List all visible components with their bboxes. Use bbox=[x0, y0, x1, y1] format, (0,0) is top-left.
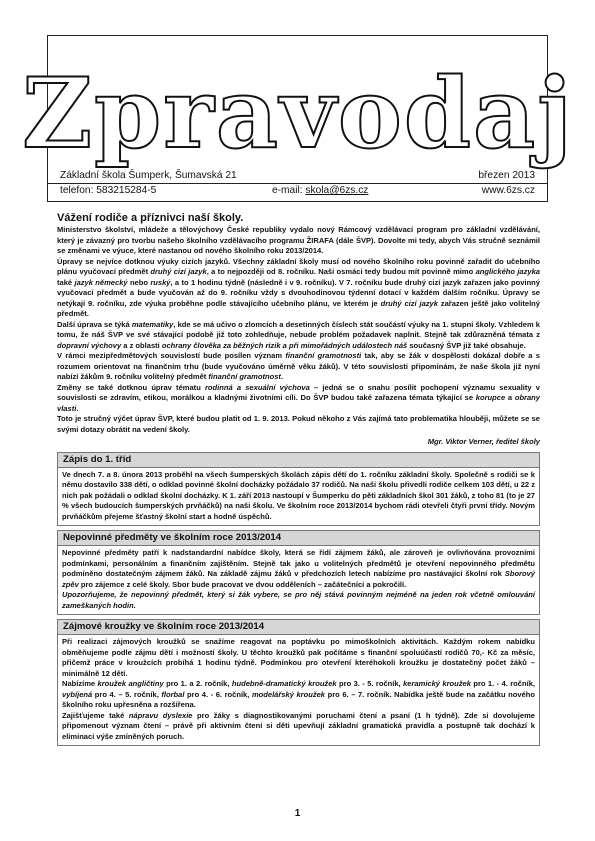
intro-paragraph-3: Další úprava se týká matematiky, kde se má učivo o zlomcích a desetinných číslech stát součástí výuky na 1. stupni školy. Vzhledem k tomu, že náš ŠVP ve své stávající podobě již toto zohledňuje, nebude problém požadavek naplnit. Stejně tak zdůrazněná témata z dopravní výchovy a z oblasti ochrany člověka za běžných rizik a při mimořádných událostech náš současný ŠVP již také obsahuje. bbox=[57, 319, 540, 350]
content bbox=[57, 212, 540, 746]
intro-heading: Vážení rodiče a příznivci naší školy. bbox=[57, 212, 244, 224]
section-optional-subjects bbox=[57, 530, 540, 615]
masthead-title-art bbox=[21, 57, 574, 170]
section-paragraph: Zajišťujeme také nápravu dyslexie pro žáky s diagnostikovanými poruchami čtení a psaní (1 h týdně). Zde si dovolujeme připomenout význam čtení – právě při aktivním čtení si děti upevňují základní gramatická pravidla a postupně tak dochází k eliminaci výše zmíněných poruch. bbox=[62, 710, 535, 741]
masthead-title bbox=[21, 54, 574, 174]
section-heading: Nepovinné předměty ve školním roce 2013/2014 bbox=[57, 530, 540, 546]
section-paragraph: Nepovinné předměty patří k nadstandardní nabídce školy, která se řídí zájmem žáků, ale zároveň je ovlivňována provozními podmínkami, personálním a finančním zajištěním. Stejně tak jako u volitelných předmětů je otevření nepovinného předmětu podmíněno dostatečným zájmem žáků. Na základě zájmu žáků v předchozích letech nabízíme pro nastávající školní rok Sborový zpěv pro zájemce z celé školy. Sbor bude pracovat ve dvou odděleních – začátečníci a pokročilí. bbox=[62, 548, 535, 589]
email-label: e-mail: bbox=[272, 185, 306, 196]
intro-paragraph-6: Toto je stručný výčet úprav ŠVP, které budou platit od 1. 9. 2013. Pokud někoho z Vás zajímá tato problematika hlouběji, můžete se se svými dotazy obrátit na vedení školy. bbox=[57, 414, 540, 434]
section-heading: Zájmové kroužky ve školním roce 2013/2014 bbox=[57, 619, 540, 635]
issue-date: březen 2013 bbox=[478, 170, 535, 181]
intro-paragraph-1: Ministerstvo školství, mládeže a tělovýchovy České republiky vydalo nový Rámcový vzdělávací program pro základní vzdělávání, který je závazný pro tvorbu našeho školního vzdělávacího programu ŽIRAFA (dále ŠVP). Dovolte mi tedy, abych Vás stručně seznámil se změnami ve výuce, které nastanou od nového školního roku 2013/2014. bbox=[57, 225, 540, 255]
page-number: 1 bbox=[294, 808, 301, 819]
masthead-divider bbox=[48, 183, 547, 184]
phone: telefon: 583215284-5 bbox=[60, 185, 157, 196]
masthead bbox=[21, 35, 574, 202]
section-paragraph: Ve dnech 7. a 8. února 2013 proběhl na všech šumperských školách zápis dětí do 1. ročníku základní školy. Společně s rodiči se k němu dostavilo 338 dětí, o odklad povinné školní docházky požádalo 37 rodičů. Na naši školu přivedli rodiče celkem 103 dětí, u 22 z nich pak požádali o odklad školní docházky. K 1. září 2013 nastoupí v Šumperku do pěti základních škol 301 žáků, z toho 81 (to je 27 % všech budoucích šumperských prvňáčků) na naši školu. Ve školním roce 2013/2014 bychom rádi otevřeli čtyři první třídy. Novým prvňáčkům přejeme šťastný školní start a hodně úspěchů. bbox=[62, 469, 535, 521]
section-body bbox=[57, 635, 540, 746]
school-name: Základní škola Šumperk, Šumavská 21 bbox=[60, 170, 237, 181]
masthead-title-text: Zpravodaj bbox=[21, 57, 574, 170]
intro-paragraph-4: V rámci mezipředmětových souvislostí bude posílen význam finanční gramotnosti tak, aby se žák v dospělosti dokázal dobře a s rozumem orientovat na finančním trhu (bude vyučováno úměrně věku žáků). V této souvislosti připomínám, že naše škola již nyní nabízí žákům 9. ročníku volitelný předmět finanční gramotnost. bbox=[57, 351, 540, 381]
section-enrollment bbox=[57, 452, 540, 527]
website[interactable]: www.6zs.cz bbox=[481, 185, 535, 196]
intro-paragraph-2: Úpravy se nejvíce dotknou výuky cizích jazyků. Všechny základní školy musí od nového školního roku povinně zařadit do učebního plánu vyučovací předmět druhý cizí jazyk, a to nejpozději od 8. ročníku. Naši osmáci tedy budou mít povinně mimo anglického jazyka také jazyk německý nebo ruský, a to 1 hodinu týdně (následně i v 9. ročníku). V 7. ročníku bude druhý cizí jazyk zařazen jako povinný vyučovací předmět a bude vyučován až do 9. ročníku vždy s dvouhodinovou týdenní dotací v každém dalším ročníku. Úpravy se netýkají 9. ročníku, zde výuka proběhne podle stávajícího učebního plánu, ve kterém je druhý cizí jazyk zařazen ještě jako volitelný předmět. bbox=[57, 256, 540, 318]
section-heading: Zápis do 1. tříd bbox=[57, 452, 540, 468]
section-paragraph: Nabízíme kroužek angličtiny pro 1. a 2. ročník, hudebně-dramatický kroužek pro 3. - 5. ročník, keramický kroužek pro 1. - 4. ročník, vybíjená pro 4. – 5. ročník, florbal pro 4. - 6. ročník, modelářský kroužek pro 6. – 7. ročník. Nabídka ještě bude na začátku nového školního roku upřesněna a rozšířena. bbox=[62, 679, 535, 709]
section-notice: Upozorňujeme, že nepovinný předmět, který si žák vybere, se pro něj stává povinným nejméně na jeden rok včetně omlouvání zameškaných hodin. bbox=[62, 590, 535, 610]
section-paragraph: Při realizaci zájmových kroužků se snažíme reagovat na poptávku po mimoškolních aktivitách. Každým rokem nabídku obměňujeme podle zájmu dětí i možností školy. U těchto kroužků pak počítáme s finanční spoluúčastí rodičů 70,- Kč za měsíc, přičemž práce v kroužcích probíhá 1 hodinu týdně. Podmínkou pro otevření kteréhokoli kroužku je dostatečný počet žáků – minimálně 12 dětí. bbox=[62, 637, 535, 678]
section-body bbox=[57, 468, 540, 527]
email-block bbox=[272, 185, 368, 197]
section-body bbox=[57, 546, 540, 615]
masthead-row-school bbox=[60, 170, 535, 182]
signature: Mgr. Viktor Verner, ředitel školy bbox=[427, 437, 540, 446]
section-clubs bbox=[57, 619, 540, 746]
masthead-row-contact bbox=[60, 185, 535, 197]
email-link[interactable]: skola@6zs.cz bbox=[305, 185, 369, 196]
intro-paragraph-5: Změny se také dotknou úprav tématu rodinná a sexuální výchova – jedná se o snahu posílit pochopení významu sexuality v souvislosti se zdravím, etikou, morálkou a kladnými životními cíli. Do ŠVP budou také zařazena témata týkající se korupce a obrany vlasti. bbox=[57, 382, 540, 413]
